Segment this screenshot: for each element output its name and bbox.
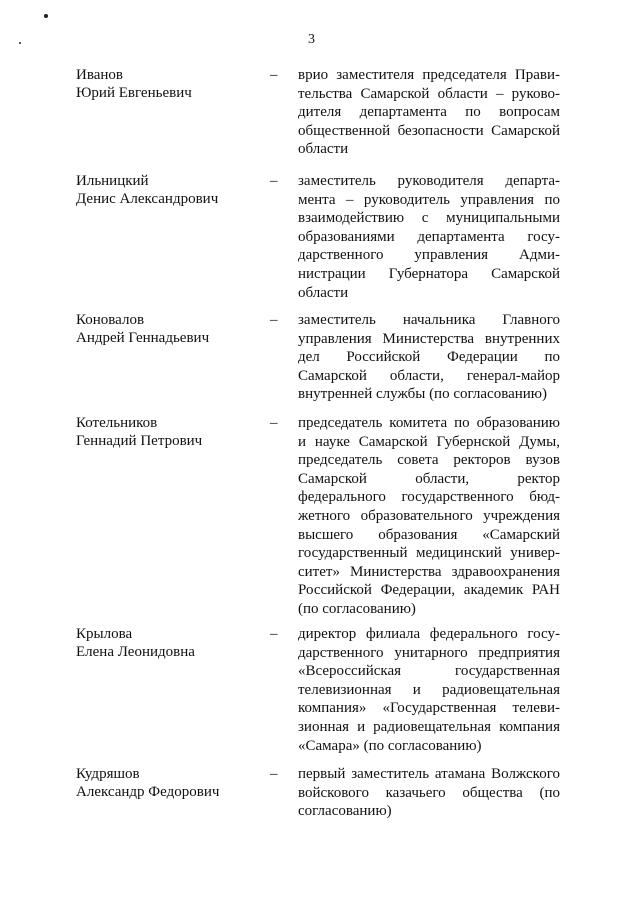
position-line: тельства Самарской области – руково- [298,85,560,102]
member-surname: Иванов [76,67,123,83]
position-line: жетного образовательного учреждения [298,507,560,524]
position-line: председатель совета ректоров вузов [298,452,560,469]
position-line: компания» «Государственная телеви- [298,700,560,717]
position-line: заместитель начальника Главного [298,312,560,328]
position-line: высшего образования «Самарский [298,526,560,543]
dash-separator: – [270,67,278,83]
position-line: Российской Федерации, академик РАН [298,582,560,599]
member-surname: Котельников [76,415,158,431]
member-surname: Ильницкий [76,173,149,189]
position-line: председатель комитета по образованию [298,415,560,431]
page-number: 3 [308,32,315,47]
position-line: мента – руководитель управления по [298,191,560,208]
member-name [76,172,256,208]
position-line: нистрации Губернатора Самарской [298,265,560,282]
scan-speck [19,42,21,44]
position-line: войскового казачьего общества (по [298,784,560,801]
dash-separator: – [270,312,278,328]
member-surname: Крылова [76,626,133,642]
position-line: дел Российской Федерации по [298,349,560,366]
member-given-names: Геннадий Петрович [76,433,203,449]
dash-separator: – [270,415,278,431]
member-name [76,311,256,347]
position-line: дителя департамента по вопросам [298,104,560,121]
dash-separator: – [270,766,278,782]
position-line: телевизионная и радиовещательная [298,681,560,698]
member-given-names: Елена Леонидовна [76,644,195,660]
position-line: и науке Самарской Губернской Думы, [298,433,560,450]
position-line: врио заместителя председателя Прави- [298,67,560,83]
position-line: Самарской области, ректор [298,470,560,487]
member-name [76,765,256,801]
position-line: образованиями департамента госу- [298,228,560,245]
position-line: области [298,141,349,158]
position-line: взаимодействию с муниципальными [298,210,560,227]
member-name [76,625,256,661]
member-position [298,414,560,619]
position-line: дарственного унитарного предприятия [298,644,560,661]
member-surname: Кудряшов [76,766,140,782]
member-position [298,311,560,404]
position-line: области [298,284,349,301]
position-line: внутренней службы (по согласованию) [298,386,547,403]
member-position [298,66,560,159]
position-line: общественной безопасности Самарской [298,122,560,139]
position-line: дарственного управления Адми- [298,247,560,264]
position-line: (по согласованию) [298,600,416,617]
position-line: федерального государственного бюд- [298,489,560,506]
member-given-names: Александр Федорович [76,784,220,800]
member-name [76,66,256,102]
position-line: ситет» Министерства здравоохранения [298,563,560,580]
position-line: согласованию) [298,803,392,820]
position-line: зионная и радиовещательная компания [298,718,560,735]
position-line: директор филиала федерального госу- [298,626,560,642]
position-line: управления Министерства внутренних [298,330,560,347]
scan-speck [44,14,48,18]
position-line: первый заместитель атамана Волжского [298,766,560,782]
position-line: государственный медицинский универ- [298,545,560,562]
member-given-names: Юрий Евгеньевич [76,85,192,101]
dash-separator: – [270,173,278,189]
position-line: Самарской области, генерал-майор [298,367,560,384]
member-position [298,765,560,821]
member-surname: Коновалов [76,312,145,328]
member-name [76,414,256,450]
member-given-names: Денис Александрович [76,191,219,207]
position-line: «Всероссийская государственная [298,663,560,680]
position-line: «Самара» (по согласованию) [298,737,482,754]
member-given-names: Андрей Геннадьевич [76,330,210,346]
member-position [298,625,560,755]
position-line: заместитель руководителя департа- [298,173,560,189]
member-position [298,172,560,302]
dash-separator: – [270,626,278,642]
